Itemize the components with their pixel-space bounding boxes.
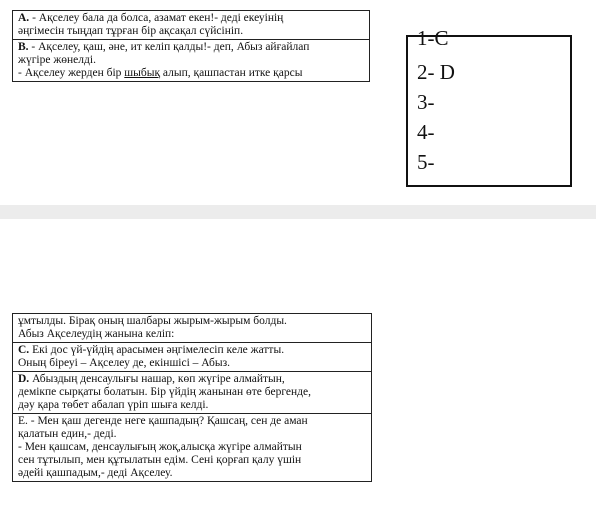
option-c-cell bbox=[13, 343, 371, 372]
option-b-underlined-word: шыбық bbox=[124, 67, 161, 79]
option-a-text-1: - Ақселеу бала да болса, азамат екен!- деді екеуінің bbox=[29, 12, 284, 24]
answer-item-3: 3- bbox=[417, 90, 435, 114]
option-b-line-3 bbox=[18, 67, 365, 80]
option-c-line-2: Оның біреуі – Ақселеу де, екіншісі – Абыз. bbox=[18, 357, 231, 369]
page-separator-band bbox=[0, 205, 596, 219]
option-e-line-5: әдейі қашпадым,- деді Ақселеу. bbox=[18, 467, 173, 479]
continuation-line-1: ұмтылды. Бірақ оның шалбары жырым-жырым болды. bbox=[18, 315, 287, 327]
answer-item-1: 1-C bbox=[417, 26, 449, 50]
option-d-cell bbox=[13, 372, 371, 414]
continuation-line-2: Абыз Ақселеудің жанына келіп: bbox=[18, 328, 175, 340]
option-a-cell bbox=[13, 11, 369, 40]
answer-item-5: 5- bbox=[417, 150, 435, 174]
top-text-table bbox=[12, 10, 370, 82]
option-d-text-1: Абыздың денсаулығы нашар, көп жүгіре алмайтын, bbox=[29, 373, 285, 385]
answer-item-2: 2- D bbox=[417, 60, 455, 84]
answer-item-4: 4- bbox=[417, 120, 435, 144]
continuation-cell bbox=[13, 314, 371, 343]
option-c-letter: C. bbox=[18, 344, 30, 356]
bottom-text-table bbox=[12, 313, 372, 482]
option-b-letter: B. bbox=[18, 41, 29, 53]
option-b-line-2: жүгіре жөнелді. bbox=[18, 54, 96, 66]
answer-box bbox=[406, 26, 572, 187]
option-a-line-2: әңгімесін тыңдап тұрған бір ақсақал сүйсініп. bbox=[18, 25, 244, 37]
option-b-text-3a: - Ақселеу жерден бір bbox=[18, 67, 125, 79]
option-a-letter: A. bbox=[18, 12, 30, 24]
option-e-line-2: қалатын един,- деді. bbox=[18, 428, 117, 440]
option-b-line-1 bbox=[18, 41, 365, 54]
option-b-cell bbox=[13, 40, 369, 82]
option-b-text-3b: алып, қашпастан итке қарсы bbox=[160, 67, 303, 79]
option-a-line-1 bbox=[18, 12, 365, 25]
option-d-line-2: демікпе сырқаты болатын. Бір үйдің жанынан өте бергенде, bbox=[18, 386, 311, 398]
option-e-line-4: сен тұтылып, мен құтылатын едім. Сені қорғап қалу үшін bbox=[18, 454, 302, 466]
option-c-line-1 bbox=[18, 344, 367, 357]
option-d-letter: D. bbox=[18, 373, 30, 385]
option-d-line-3: дәу қара төбет абалап үріп шыға келді. bbox=[18, 399, 209, 411]
option-e-line-1: E. - Мен қаш дегенде неге қашпадың? Қашсаң, сен де аман bbox=[18, 415, 308, 427]
option-e-cell bbox=[13, 414, 371, 482]
option-b-text-1: - Ақселеу, қаш, әне, ит келіп қалды!- деп, Абыз айғайлап bbox=[28, 41, 310, 53]
option-c-text-1: Екі дос үй-үйдің арасымен әңгімелесіп келе жатты. bbox=[29, 344, 285, 356]
option-e-line-3: - Мен қашсам, денсаулығың жоқ,алысқа жүгіре алмайтын bbox=[18, 441, 302, 453]
option-d-line-1 bbox=[18, 373, 367, 386]
